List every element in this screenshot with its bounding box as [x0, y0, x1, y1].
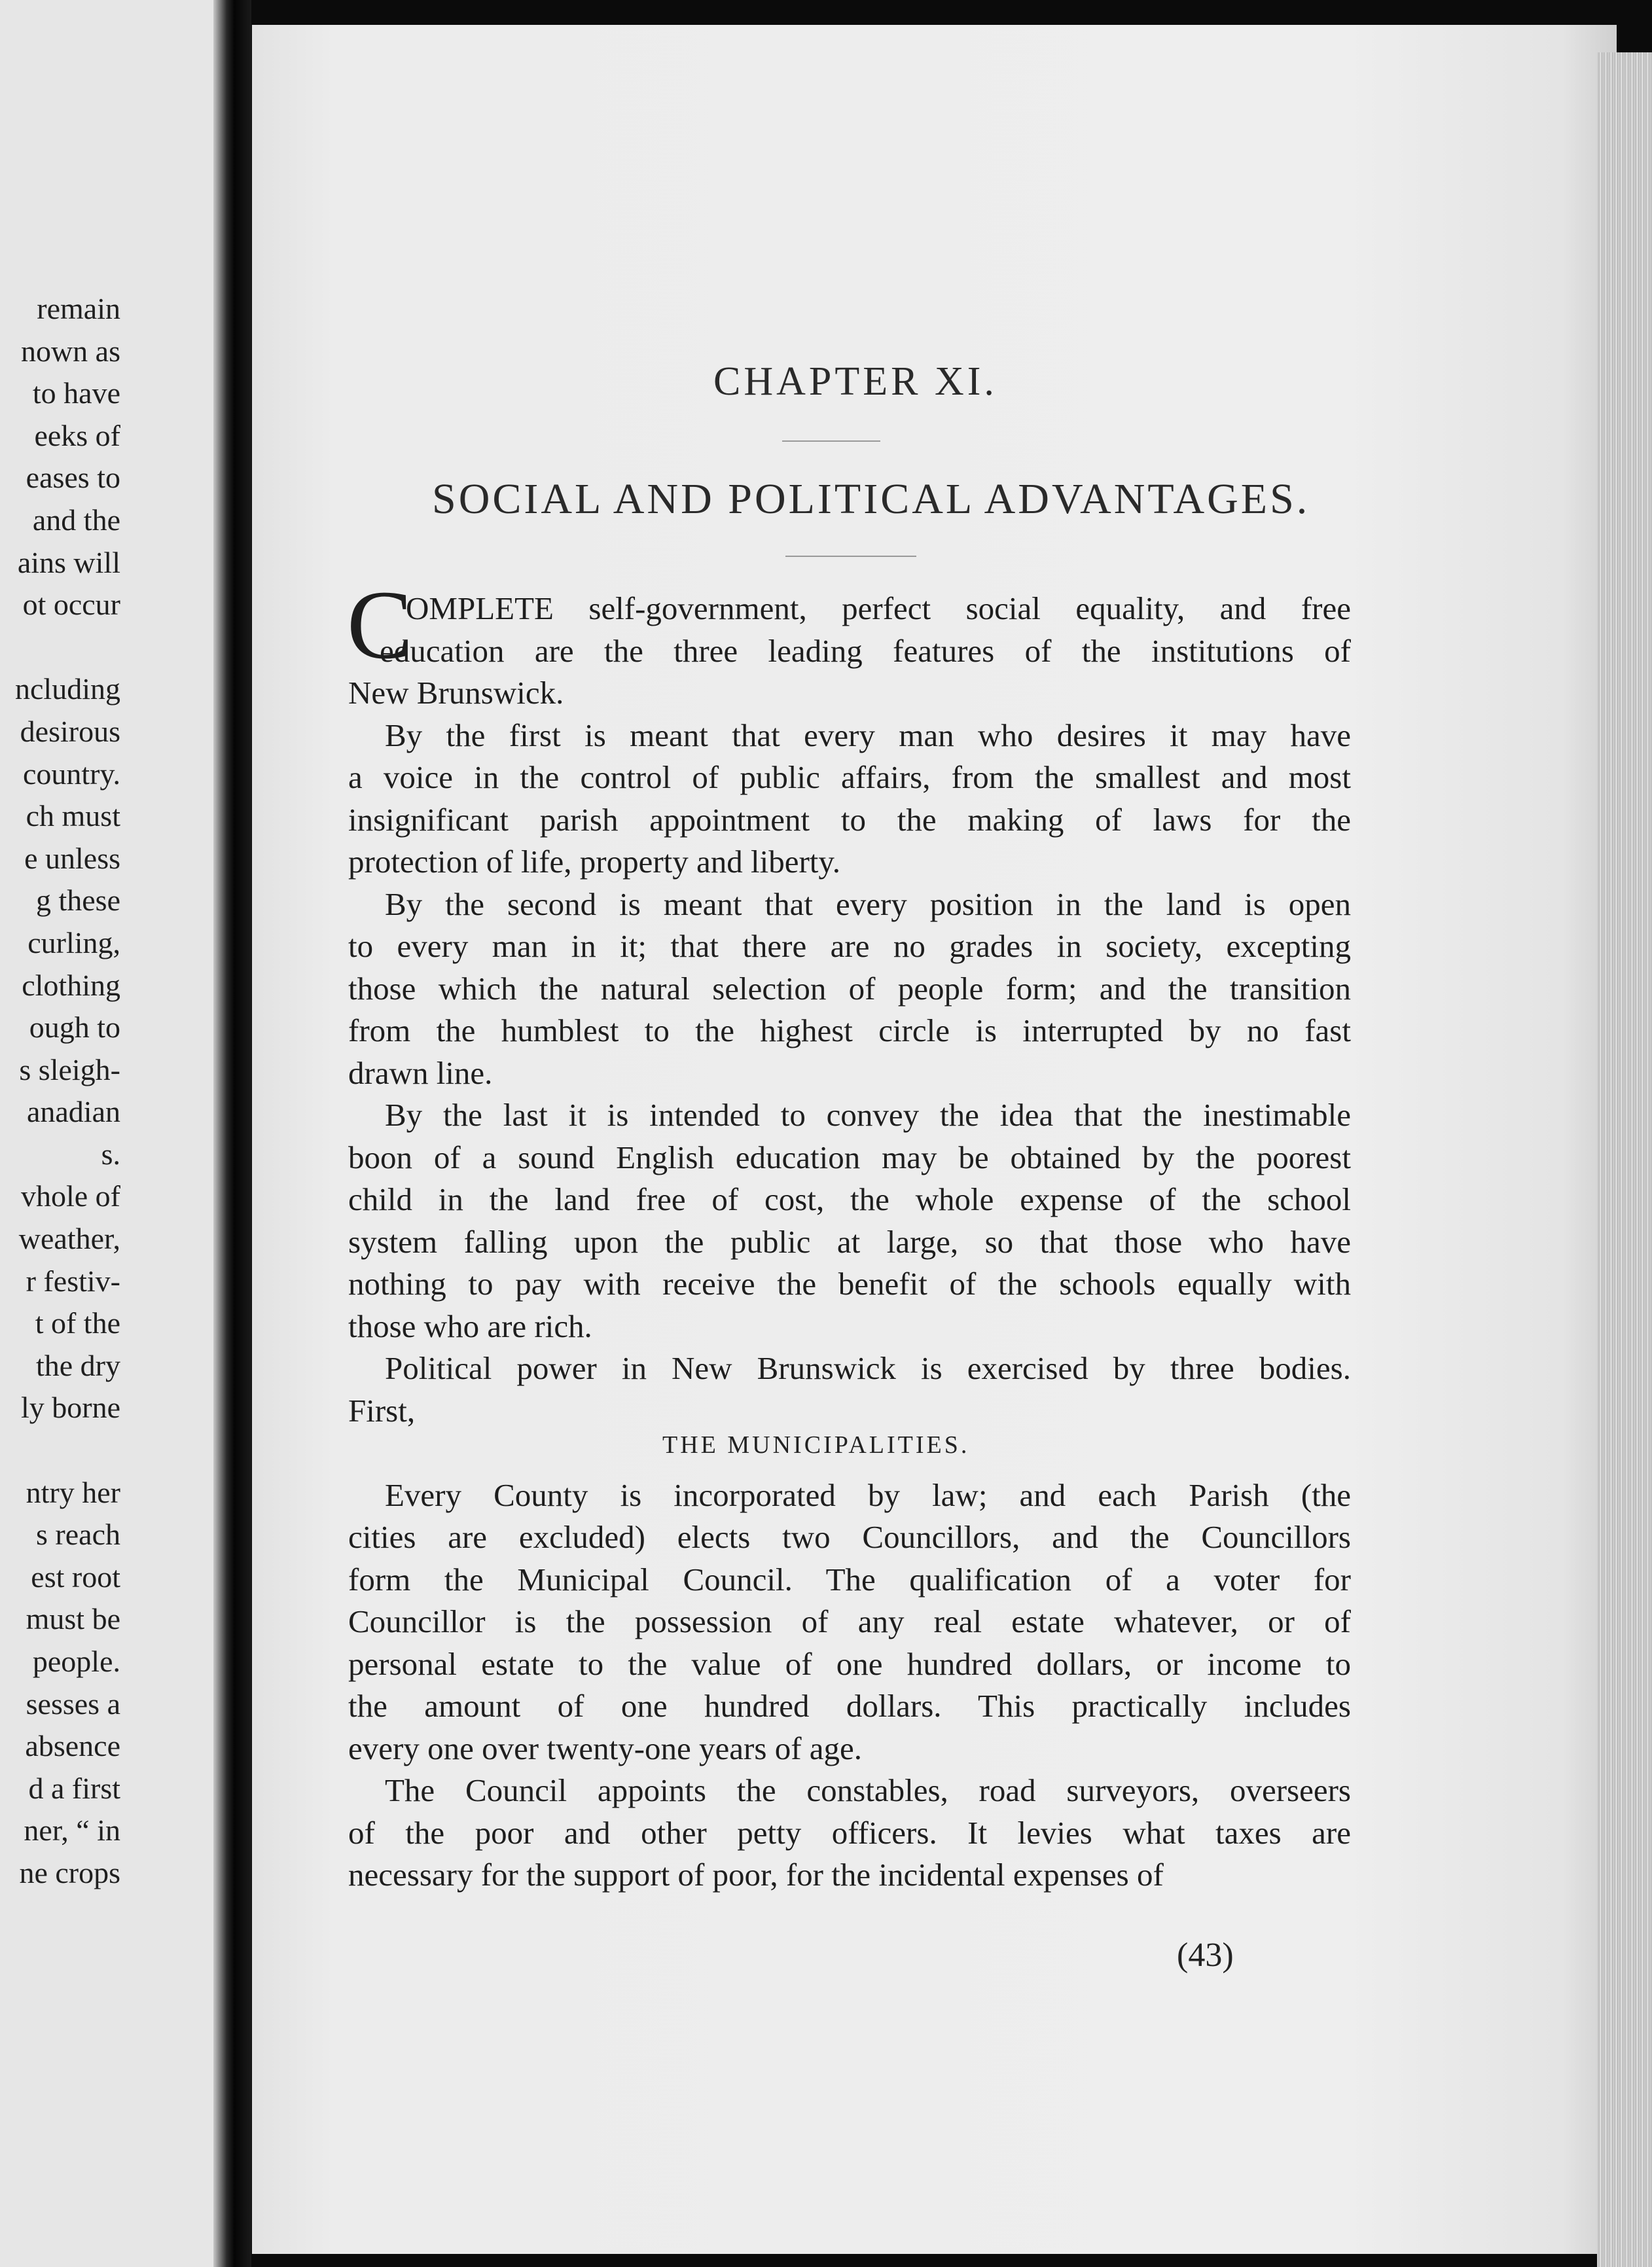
- paragraph-line: necessary for the support of poor, for the incidental expenses of: [348, 1857, 1164, 1893]
- left-page-line: clothing: [22, 968, 120, 1002]
- paragraph-line: nothing to pay with receive the benefit of the schools equally with: [348, 1266, 1351, 1302]
- left-page-line: to have: [32, 376, 120, 410]
- left-page-line: ough to: [29, 1010, 120, 1044]
- left-page-line: and the: [32, 503, 120, 537]
- paragraph-line: By the first is meant that every man who desires it may have: [385, 717, 1351, 753]
- left-page-line: ntry her: [26, 1475, 120, 1509]
- paragraph-line: By the second is meant that every position in the land is open: [385, 885, 1351, 922]
- left-page-line: r festiv-: [26, 1264, 120, 1298]
- page-edges: [1597, 52, 1652, 2267]
- left-page-line: sesses a: [26, 1687, 120, 1721]
- left-page-line: ly borne: [20, 1391, 120, 1425]
- book-spine: [213, 0, 251, 2267]
- paragraph-line: protection of life, property and liberty.: [348, 844, 840, 880]
- section-subheading: THE MUNICIPALITIES.: [662, 1431, 970, 1459]
- paragraph-line: the amount of one hundred dollars. This practically includes: [348, 1688, 1351, 1724]
- paragraph-line: education are the three leading features of the institutions of: [380, 632, 1351, 669]
- paragraph-line: from the humblest to the highest circle is interrupted by no fast: [348, 1012, 1351, 1048]
- left-page-line: t of the: [35, 1306, 120, 1340]
- left-page-line: d a first: [28, 1771, 120, 1805]
- paragraph-line: a voice in the control of public affairs, from the smallest and most: [348, 759, 1351, 795]
- paragraph-line: First,: [348, 1392, 416, 1429]
- left-page-line: ch must: [26, 799, 120, 833]
- left-page-line: est root: [31, 1560, 120, 1594]
- left-page-line: country.: [22, 757, 120, 791]
- left-page-line: ot occur: [22, 588, 120, 622]
- chapter-heading: CHAPTER XI.: [713, 359, 997, 404]
- left-page-line: desirous: [20, 714, 120, 748]
- paragraph-line: Councillor is the possession of any real estate whatever, or of: [348, 1603, 1351, 1639]
- left-page-line: people.: [32, 1645, 120, 1678]
- body-text: [348, 588, 1351, 1897]
- left-page-line: remain: [37, 292, 120, 325]
- left-page-line: [15, 626, 120, 669]
- paragraph-line: child in the land free of cost, the whole expense of the school: [348, 1181, 1351, 1217]
- left-page-line: curling,: [27, 925, 120, 959]
- left-page-line: nown as: [20, 334, 120, 368]
- paragraph-line: New Brunswick.: [348, 675, 564, 711]
- paragraph-line: boon of a sound English education may be obtained by the poorest: [348, 1139, 1351, 1175]
- left-page-line: anadian: [26, 1095, 120, 1129]
- left-page-line: ner, “ in: [24, 1813, 120, 1848]
- left-page-text: [15, 288, 120, 1895]
- paragraph-line: of the poor and other petty officers. It levies what taxes are: [348, 1814, 1351, 1851]
- paragraph-line: By the last it is intended to convey the idea that the inestimable: [385, 1097, 1351, 1133]
- paragraph-line: those which the natural selection of people form; and the transition: [348, 970, 1351, 1007]
- paragraph-line: system falling upon the public at large, so that those who have: [348, 1223, 1351, 1260]
- left-page-line: ains will: [17, 545, 120, 579]
- left-page-line: g these: [35, 884, 120, 918]
- left-page-line: eases to: [26, 461, 120, 495]
- paragraph-line: insignificant parish appointment to the making of laws for the: [348, 801, 1351, 838]
- divider-rule: [785, 556, 916, 557]
- paragraph-line: to every man in it; that there are no grades in society, excepting: [348, 928, 1351, 964]
- left-page-line: the dry: [35, 1348, 120, 1382]
- paragraph-line: The Council appoints the constables, road surveyors, overseers: [385, 1772, 1351, 1808]
- divider-rule: [782, 440, 880, 442]
- left-page-line: s sleigh-: [19, 1052, 120, 1086]
- page-number: (43): [1177, 1937, 1234, 1974]
- left-page-line: [15, 1429, 120, 1472]
- left-page-line: s reach: [36, 1518, 120, 1552]
- paragraph-line: Every County is incorporated by law; and each Parish (the: [385, 1476, 1351, 1513]
- left-page-line: s.: [101, 1137, 120, 1171]
- paragraph-line: Political power in New Brunswick is exercised by three bodies.: [385, 1350, 1351, 1386]
- left-page-line: ncluding: [15, 672, 120, 706]
- drop-cap: C: [347, 571, 413, 679]
- paragraph-line: personal estate to the value of one hundred dollars, or income to: [348, 1645, 1351, 1682]
- left-page-line: must be: [26, 1602, 120, 1636]
- paragraph-line: OMPLETE self-government, perfect social equality, and free: [406, 590, 1351, 626]
- paragraph-line: every one over twenty-one years of age.: [348, 1730, 863, 1766]
- paragraph-line: form the Municipal Council. The qualification of a voter for: [348, 1561, 1351, 1598]
- paragraph-line: drawn line.: [348, 1054, 493, 1091]
- left-page-line: absence: [25, 1729, 120, 1763]
- left-page-line: e unless: [24, 841, 120, 875]
- left-page-line: ne crops: [19, 1855, 120, 1889]
- paragraph-line: those who are rich.: [348, 1308, 592, 1344]
- left-page-line: eeks of: [34, 418, 120, 452]
- paragraph-line: cities are excluded) elects two Councillors, and the Councillors: [348, 1519, 1351, 1555]
- left-page-line: vhole of: [20, 1179, 120, 1213]
- left-page: [0, 0, 230, 2267]
- chapter-title: SOCIAL AND POLITICAL ADVANTAGES.: [432, 475, 1310, 523]
- left-page-line: weather,: [18, 1222, 120, 1256]
